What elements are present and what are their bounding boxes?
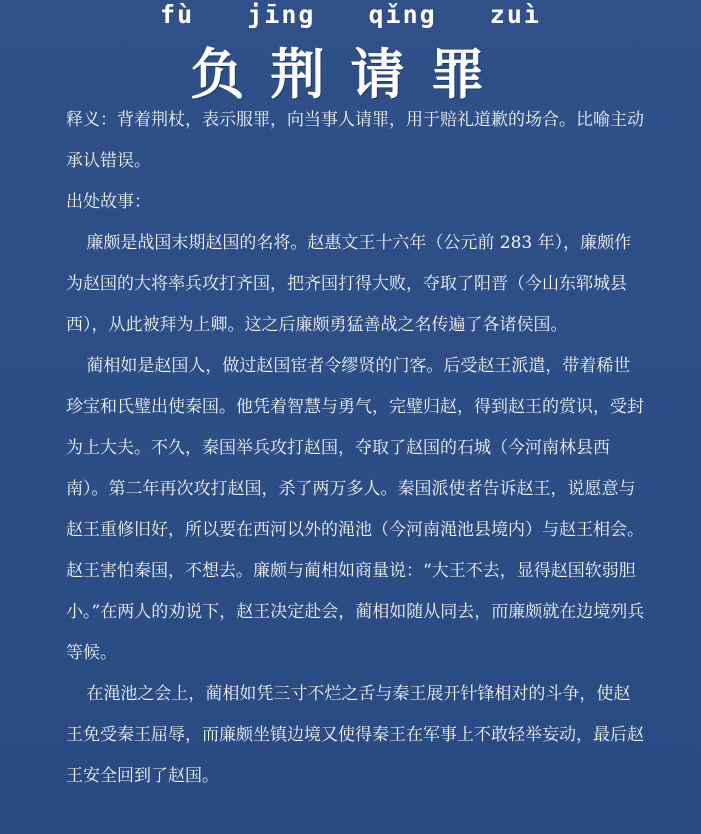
- source-label: 出处故事：: [66, 192, 151, 212]
- meaning-text: 释义：背着荆杖，表示服罪，向当事人请罪，用于赔礼道歉的场合。比喻主动承认错误。: [66, 110, 644, 171]
- pinyin-line: [0, 0, 701, 29]
- article-body: [66, 100, 646, 797]
- story-paragraph: 在渑池之会上，蔺相如凭三寸不烂之舌与秦王展开针锋相对的斗争，使赵王免受秦王屈辱，而廉颇坐镇边境又使得秦王在军事上不敢轻举妄动，最后赵王安全回到了赵国。: [66, 684, 644, 786]
- pinyin-syllable: jīng: [247, 0, 316, 29]
- idiom-title: 负荆请罪: [190, 42, 511, 106]
- story-paragraph: 廉颇是战国末期赵国的名将。赵惠文王十六年（公元前 283 年），廉颇作为赵国的大将率兵攻打齐国，把齐国打得大败，夺取了阳晋（今山东郓城县西），从此被拜为上卿。这之后廉颇勇猛善战之名传遍了各诸侯国。: [66, 233, 632, 335]
- pinyin-syllable: zuì: [489, 0, 541, 29]
- story-paragraph: 蔺相如是赵国人，做过赵国宦者令缪贤的门客。后受赵王派遣，带着稀世珍宝和氏璧出使秦国。他凭着智慧与勇气，完璧归赵，得到赵王的赏识，受封为上大夫。不久，秦国举兵攻打赵国，夺取了赵国的石城（今河南林县西南）。第二年再次攻打赵国，杀了两万多人。秦国派使者告诉赵王，说愿意与赵王重修旧好，所以要在西河以外的渑池（今河南渑池县境内）与赵王相会。赵王害怕秦国，不想去。廉颇与蔺相如商量说：“大王不去，显得赵国软弱胆小。”在两人的劝说下，赵王决定赴会，蔺相如随从同去，而廉颇就在边境列兵等候。: [66, 356, 645, 663]
- pinyin-syllable: qǐng: [368, 0, 437, 29]
- pinyin-syllable: fù: [160, 0, 195, 29]
